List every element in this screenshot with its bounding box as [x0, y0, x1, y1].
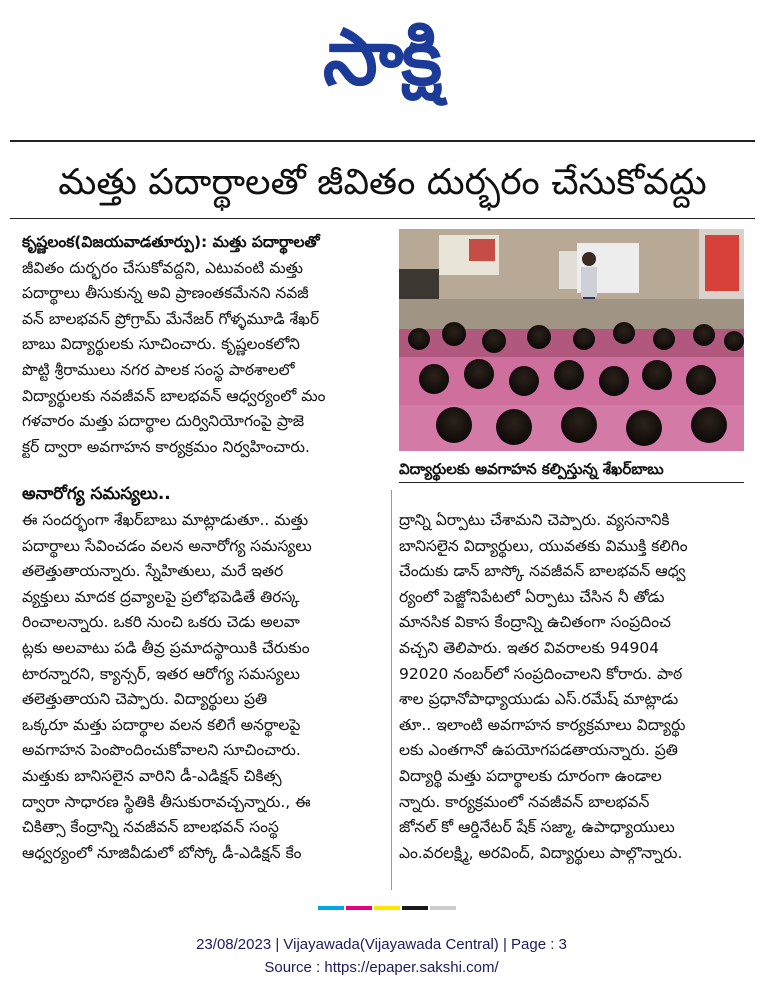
masthead — [0, 8, 763, 108]
article-line: చేందుకు డాన్ బాస్కో నవజీవన్ బాలభవన్ ఆధ్వ — [399, 562, 686, 581]
article-line: తూ.. ఇలాంటి అవగాహన కార్యక్రమాలు విద్యార్థు — [399, 715, 686, 734]
print-color-bar-gray — [430, 906, 456, 910]
article-line: పదార్థాలు తీసుకున్న అవి ప్రాణంతకమేనని నవజీ — [22, 284, 309, 303]
print-color-bar-magenta — [346, 906, 372, 910]
article-line: బాబు విద్యార్థులకు సూచించారు. కృష్ణలంకలోని — [22, 335, 300, 354]
article-line: ఈ సందర్భంగా శేఖర్‌బాబు మాట్లాడుతూ.. మత్తు — [22, 511, 309, 529]
headline-bottom-rule — [10, 218, 755, 219]
article-line: కృష్ణలంక(విజయవాడతూర్పు): మత్తు పదార్థాలతో — [22, 233, 320, 251]
article-line: అవగాహన పెంపొందించుకోవాలని సూచించారు. — [22, 741, 301, 760]
article-line: తలెత్తుతాయన్నారు. స్నేహితులు, మరే ఇతర — [22, 562, 284, 581]
footer-source: Source : https://epaper.sakshi.com/ — [264, 959, 499, 976]
print-color-bar-yellow — [374, 906, 400, 910]
article-line: పదార్థాలు సేవించడం వలన అనారోగ్య సమస్యలు — [22, 536, 312, 555]
right-column — [399, 508, 744, 866]
article-line: జీవితం దుర్భరం చేసుకోవద్దని, ఎటువంటి మత్తు — [22, 258, 304, 277]
article-line: మానసిక వికాస కేంద్రాన్ని ఉచితంగా సంప్రదించ — [399, 613, 671, 632]
article-line: మత్తుకు బానిసలైన వారిని డీ-ఎడిక్షన్ చికిత్స — [22, 766, 282, 785]
article-line: జోనల్ కో ఆర్డినేటర్ షేక్ సజ్మా, ఉపాధ్యాయులు — [399, 818, 675, 837]
left-column-bottom — [22, 508, 382, 866]
article-line: వచ్చని తెలిపారు. ఇతర వివరాలకు 94904 — [399, 638, 660, 657]
left-column-top — [22, 230, 382, 460]
article-line: టారన్నారని, క్యాన్సర్, ఇతర ఆరోగ్య సమస్యలు — [22, 664, 300, 683]
article-line: క్టర్ ద్వారా అవగాహన కార్యక్రమం నిర్వహించారు. — [22, 437, 310, 456]
article-line: లకు ఎంతగానో ఉపయోగపడతాయన్నారు. ప్రతి — [399, 741, 678, 760]
article-headline: మత్తు పదార్థాలతో జీవితం దుర్భరం చేసుకోవద్దు — [58, 162, 707, 203]
article-line: ర్యంలో పెజ్జోనిపేటలో ఏర్పాటు చేసిన నీ తోడు — [399, 587, 665, 606]
article-line: శాల ప్రధానోపాధ్యాయుడు ఎస్.రమేష్ మాట్లాడు — [399, 690, 679, 709]
article-subheading: అనారోగ్య సమస్యలు.. — [22, 484, 171, 504]
print-color-bar-black — [402, 906, 428, 910]
article-line: 92020 నంబర్‌లో సంప్రదించాలని కోరారు. పాఠ — [399, 664, 683, 683]
sakshi-logo: సాక్షి — [322, 13, 441, 103]
article-line: గళవారం మత్తు పదార్థాల దుర్వినియోగంపై ప్రాజె — [22, 412, 305, 431]
article-line: ట్లకు అలవాటు పడి తీవ్ర ప్రమాదస్థాయికి చేరుకుం — [22, 638, 310, 657]
article-line: రించాలన్నారు. ఒకరి నుంచి ఒకరు చెడు అలవా — [22, 613, 300, 632]
photo-caption: విద్యార్థులకు అవగాహన కల్పిస్తున్న శేఖర్‌బాబు — [399, 460, 664, 478]
print-color-bar-cyan — [318, 906, 344, 910]
footer-date-edition: 23/08/2023 | Vijayawada(Vijayawada Central) | Page : 3 — [196, 936, 567, 953]
article-line: తలెత్తుతాయని చెప్పారు. విద్యార్థులు ప్రతి — [22, 690, 268, 709]
article-line: ఎం.వరలక్ష్మి, అరవింద్, విద్యార్థులు పాల్గొన్నారు. — [399, 843, 683, 862]
article-line: బానిసలైన విద్యార్థులు, యువతకు విముక్తి కలిగిం — [399, 536, 688, 555]
classroom-photo — [399, 229, 744, 451]
article-line: విద్యార్థి మత్తు పదార్థాలకు దూరంగా ఉండాల — [399, 766, 662, 785]
article-line: న్నారు. కార్యక్రమంలో నవజీవన్ బాలభవన్ — [399, 792, 650, 811]
article-line: ద్రాన్ని ఏర్పాటు చేశామని చెప్పారు. వ్యసనానికి — [399, 511, 670, 529]
article-line: ఒక్కరూ మత్తు పదార్థాల వలన కలిగే అనర్థాలపై — [22, 715, 301, 734]
article-line: ఆధ్వర్యంలో నూజివీడులో బోస్కో డీ-ఎడిక్షన్ కేం — [22, 843, 302, 862]
article-line: ద్వారా సాధారణ స్థితికి తీసుకురావచ్చన్నారు., ఈ — [22, 792, 311, 811]
article-photo — [399, 229, 744, 451]
article-line: వన్ బాలభవన్ ప్రోగ్రామ్ మేనేజర్ గోళ్ళమూడి శేఖర్ — [22, 309, 320, 328]
article-line: విద్యార్థులకు నవజీవన్ బాలభవన్ ఆధ్వర్యంలో మం — [22, 386, 326, 405]
column-divider — [391, 490, 392, 890]
article-line: పొట్టి శ్రీరాములు నగర పాలక సంస్థ పాఠశాలలో — [22, 360, 295, 379]
caption-rule — [399, 482, 744, 483]
article-line: చికిత్సా కేంద్రాన్ని నవజీవన్ బాలభవన్ సంస్థ — [22, 818, 279, 837]
headline-top-rule — [10, 140, 755, 142]
article-line: వ్యక్తులు మాదక ద్రవ్యాలపై ప్రలోభపెడితే తిరస్క — [22, 587, 300, 606]
